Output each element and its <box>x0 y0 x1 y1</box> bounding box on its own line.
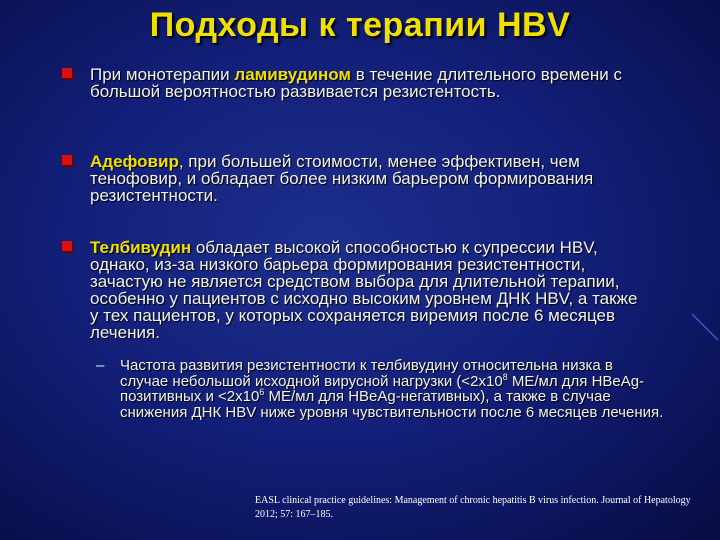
decorative-line <box>690 300 720 360</box>
reference-line-1: EASL clinical practice guidelines: Management of chronic hepatitis B virus infection. Journal of Hepatology <box>255 495 691 506</box>
bullet-2-highlight: Адефовир <box>90 152 179 171</box>
bullet-3-highlight: Телбивудин <box>90 238 192 257</box>
bullet-3-post: обладает высокой способностью к супрессии HBV, однако, из-за низкого барьера формирования резистентности, зачастую не является средством выбора для длительной терапии, особенно у пациентов с исходно высоким уровнем ДНК HBV, а также у тех пациентов, у которых сохраняется виремия после 6 месяцев лечения. <box>90 238 638 342</box>
sub-bullet-exponent-1: 8 <box>502 371 508 382</box>
reference-line-2: 2012; 57: 167–185. <box>255 509 334 520</box>
bullet-2-post: , при большей стоимости, менее эффективен, чем тенофовир, и обладает более низким барьером формирования резистентности. <box>90 152 594 205</box>
bullet-1-pre: При монотерапии <box>90 65 235 84</box>
sub-bullet-dash: – <box>96 357 105 374</box>
bullet-1-post: в течение длительного времени с большой вероятностью развивается резистентость. <box>90 65 622 101</box>
sub-bullet-text <box>120 358 665 420</box>
bullet-marker <box>62 68 72 78</box>
bullet-1-highlight: ламивудином <box>234 65 351 84</box>
bullet-text-3 <box>90 239 650 341</box>
slide-title: Подходы к терапии HBV <box>149 6 571 44</box>
bullet-marker <box>62 241 72 251</box>
sub-bullet-exponent-2: 6 <box>259 387 265 397</box>
sub-bullet-part-2: МЕ/мл для HBeAg-позитивных и <2x10 <box>120 372 645 405</box>
bullet-marker <box>62 155 72 165</box>
sub-bullet-part-3: МЕ/мл для HBeAg-негативных), а также в случае снижения ДНК HBV ниже уровня чувствительности после 6 месяцев лечения. <box>120 388 664 421</box>
bullet-text-1 <box>90 66 650 100</box>
sub-bullet-part-1: Частота развития резистентности к телбивудину относительна низка в случае небольшой исходной вирусной нагрузки (<2x10 <box>120 357 613 390</box>
reference-citation <box>255 494 715 522</box>
bullet-text-2 <box>90 153 650 204</box>
